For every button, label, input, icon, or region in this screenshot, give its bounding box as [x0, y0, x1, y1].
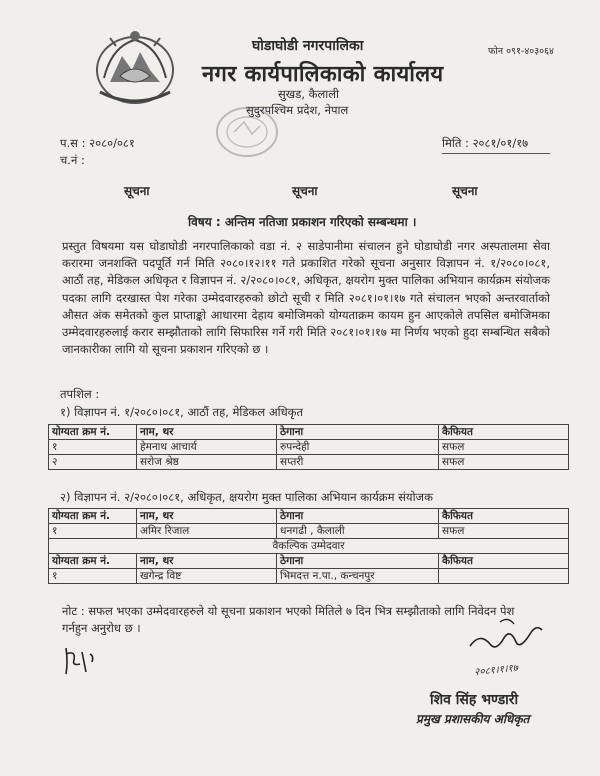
- cell-remarks: सफल: [439, 455, 569, 470]
- cell-address: सप्तरी: [277, 455, 439, 470]
- table-header-row: [49, 554, 569, 569]
- table-row: [49, 440, 569, 455]
- office-stamp-icon: [212, 102, 282, 162]
- office-province: सुदुरपश्चिम प्रदेश, नेपाल: [246, 103, 349, 117]
- table-header-row: [49, 425, 569, 440]
- nepal-emblem-icon: [92, 26, 178, 108]
- issue-date: मिति : २०८१/०१/१७: [442, 136, 529, 150]
- header-remarks: कैफियत: [439, 554, 569, 569]
- header-name: नाम, थर: [137, 425, 277, 440]
- cell-name: खगेन्द्र विष्ट: [137, 569, 277, 584]
- dispatch-number: च.नं :: [60, 153, 85, 167]
- alternate-candidates-heading: वैकल्पिक उम्मेदवार: [49, 539, 569, 554]
- header-name: नाम, थर: [137, 509, 277, 524]
- note-paragraph: नोट : सफल भएका उम्मेदवारहरुले यो सूचना प्रकाशन भएको मितिले ७ दिन भित्र सम्झौताको लागि निवेदन पेश गर्नहुन अनुरोध छ ।: [62, 604, 515, 635]
- cell-address: धनगढी , कैलाली: [277, 524, 439, 539]
- header-address: ठेगाना: [277, 554, 439, 569]
- cell-rank: १: [49, 524, 137, 539]
- cell-remarks: [439, 569, 569, 584]
- body-paragraph: प्रस्तुत विषयमा यस घोडाघोडी नगरपालिकाको वडा नं. २ साडेपानीमा संचालन हुने घोडाघोडी नगर अस्पतालमा सेवा करारमा जनशक्ति पदपूर्ति गर्न मिति २०८०।१२।११ गते प्रकाशित गरेको सूचना अनुसार विज्ञापन नं. १/२०८०।०८१, आठौं तह, मेडिकल अधिकृत र विज्ञापन नं. २/२०८०।०८१, अधिकृत, क्षयरोग मुक्त पालिका अभियान कार्यक्रम संयोजक पदका लागि दरखास्त पेश गरेका उम्मेदवारहरुको छोटो सूची र मिति २०८१।०१।१७ गते संचालन भएको अन्तरवार्ताको औसत अंक समेतको कुल प्राप्ताङ्को आधारमा देहाय बमोजिमको योग्यताक्रम कायम हुन आएकोले तपसिल बमोजिमका उम्मेदवारहरुलाई करार सम्झौताको लागि सिफारिस गर्ने गरी मिति २०८१।०१।१७ मा निर्णय भएको हुदा सम्बन्धित सबैको जानकारीका लागि यो सूचना प्रकाशन गरिएको छ ।: [62, 239, 550, 357]
- table-row: [49, 569, 569, 584]
- office-name: नगर कार्यपालिकाको कार्यालय: [202, 62, 444, 87]
- notice-label-2: सूचना: [292, 184, 318, 198]
- section2-table: [48, 508, 569, 584]
- header-rank: योग्यता क्रम नं.: [49, 554, 137, 569]
- notice-label-1: सूचना: [124, 184, 150, 198]
- office-location: सुखड, कैलाली: [278, 87, 340, 101]
- subject-line: विषय : अन्तिम नतिजा प्रकाशन गरिएको सम्बन्धमा ।: [188, 215, 417, 229]
- header-name: नाम, थर: [137, 554, 277, 569]
- alternate-heading-row: [49, 539, 569, 554]
- cell-remarks: सफल: [439, 524, 569, 539]
- section2-title: २) विज्ञापन नं. २/२०८०।०८१, अधिकृत, क्षयरोग मुक्त पालिका अभियान कार्यक्रम संयोजक: [60, 490, 433, 504]
- details-label: तपशिल :: [60, 387, 100, 401]
- cell-name: अमिर रिजाल: [137, 524, 277, 539]
- cell-rank: १: [49, 440, 137, 455]
- initial-signature-icon: [60, 644, 100, 678]
- cell-remarks: सफल: [439, 440, 569, 455]
- cell-address: रुपन्देही: [277, 440, 439, 455]
- section1-title: १) विज्ञापन नं. १/२०८०।०८१, आठौं तह, मेडिकल अधिकृत: [60, 405, 304, 419]
- cell-name: सरोज श्रेष्ठ: [137, 455, 277, 470]
- signer-name: शिव सिंह भण्डारी: [430, 692, 519, 708]
- signer-designation: प्रमुख प्रशासकीय अधिकृत: [416, 712, 530, 726]
- cell-rank: २: [49, 455, 137, 470]
- cell-name: हेमनाथ आचार्य: [137, 440, 277, 455]
- cell-rank: १: [49, 569, 137, 584]
- table-row: [49, 455, 569, 470]
- section1-table: [48, 424, 569, 470]
- signature-date: २०८१।१।१७: [473, 662, 519, 679]
- header-rank: योग्यता क्रम नं.: [49, 425, 137, 440]
- date-underline: [442, 153, 550, 154]
- header-address: ठेगाना: [277, 425, 439, 440]
- municipality-name: घोडाघोडी नगरपालिका: [252, 38, 364, 54]
- reference-number: प.स : २०८०/०८१: [60, 136, 135, 150]
- notice-label-3: सूचना: [452, 184, 478, 198]
- phone-number: फोन ०९१-४०३०६४: [488, 46, 554, 57]
- header-rank: योग्यता क्रम नं.: [49, 509, 137, 524]
- header-remarks: कैफियत: [439, 509, 569, 524]
- table-row: [49, 524, 569, 539]
- table-header-row: [49, 509, 569, 524]
- header-address: ठेगाना: [277, 509, 439, 524]
- header-remarks: कैफियत: [439, 425, 569, 440]
- cell-address: भिमदत्त न.पा., कन्चनपुर: [277, 569, 439, 584]
